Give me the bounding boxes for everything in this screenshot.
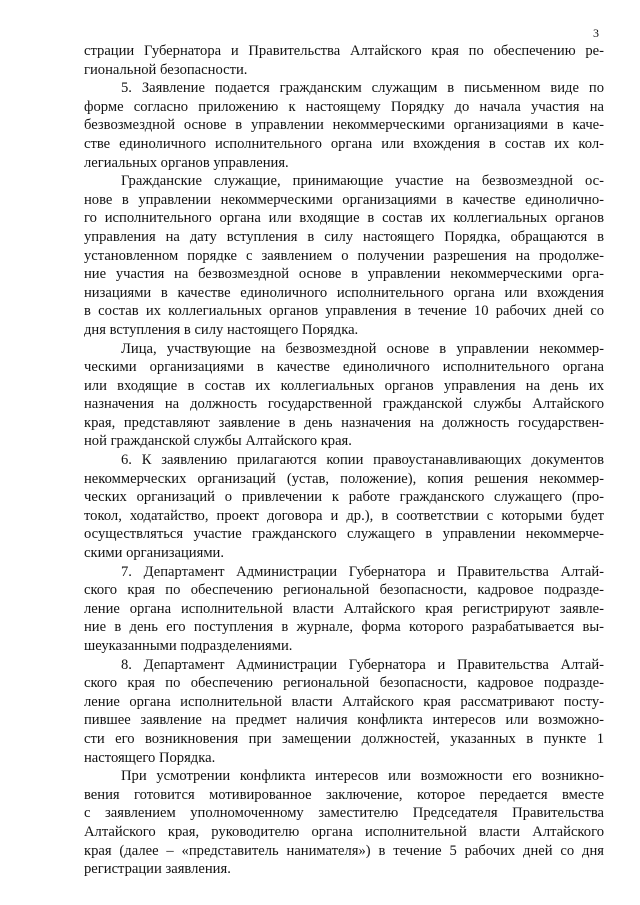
text-line: ление органа исполнительной власти Алтайского края рассматривают посту- — [84, 693, 604, 710]
paragraph-1 — [84, 42, 604, 79]
text-line: пившее заявление на предмет наличия конфликта интересов или возможно- — [84, 712, 604, 729]
text-line: шеуказанными подразделениями. — [84, 638, 293, 654]
text-line: с заявлением уполномоченному заместителю Председателя Правительства — [84, 805, 604, 822]
text-line: 6. К заявлению прилагаются копии правоустанавливающих документов — [121, 452, 604, 469]
text-line: токол, ходатайство, проект договора и др.), в соответствии с которыми будет — [84, 507, 604, 524]
page-number: 3 — [593, 26, 599, 40]
text-line: ние участия на безвозмездной основе в управлении некоммерческими орга- — [84, 266, 604, 283]
text-line: или входящие в состав их коллегиальных органов управления на день их — [84, 377, 604, 394]
text-line: в состав их коллегиальных органов управления в течение 10 рабочих дней со — [84, 303, 604, 320]
paragraph-5 — [84, 451, 604, 563]
text-line: нове в управлении некоммерческими организациями в качестве единолично- — [84, 191, 604, 208]
paragraph-7 — [84, 656, 604, 768]
text-line: края (далее – «представитель нанимателя») в течение 5 рабочих дней со дня — [84, 842, 604, 859]
text-line: Лица, участвующие на безвозмездной основе в управлении некоммер- — [121, 340, 604, 357]
text-line: ческих организаций о привлечении к работе гражданского служащего (про- — [84, 489, 604, 506]
paragraph-6 — [84, 563, 604, 656]
text-line: низациями в качестве единоличного исполнительного органа или вхождения — [84, 284, 604, 301]
text-line: легиальных органов управления. — [84, 154, 289, 171]
text-line: 8. Департамент Администрации Губернатора и Правительства Алтай- — [121, 656, 604, 673]
text-line: безвозмездной основе в управлении некоммерческими организациями в каче- — [84, 117, 604, 134]
paragraph-4 — [84, 340, 604, 452]
text-line: ление органа исполнительной власти Алтайского края регистрируют заявле- — [84, 600, 604, 617]
text-line: форме согласно приложению к настоящему Порядку до начала участия на — [84, 98, 604, 115]
text-line: Алтайского края, руководителю органа исполнительной власти Алтайского — [84, 823, 604, 840]
text-line: края, представляют заявление в день назначения на должность государствен- — [84, 414, 604, 431]
text-line: некоммерческих организаций (устав, положение), копия решения некоммер- — [84, 470, 604, 487]
text-line: ние в день его поступления в журнале, форма которого разрабатывается вы- — [84, 619, 604, 636]
text-line: установленном порядке с заявлением о получении разрешения на продолже- — [84, 247, 604, 264]
text-line: скими организациями. — [84, 545, 225, 562]
text-line: гиональной безопасности. — [84, 61, 248, 78]
text-line: Гражданские служащие, принимающие участие на безвозмездной ос- — [121, 173, 604, 190]
text-line: ной гражданской службы Алтайского края. — [84, 433, 352, 450]
paragraph-2 — [84, 79, 604, 172]
text-line: ческими организациями в качестве единоличного исполнительного органа — [84, 359, 604, 376]
text-line: ского края по обеспечению региональной безопасности, кадровое подразде- — [84, 675, 604, 692]
text-line: ского края по обеспечению региональной безопасности, кадровое подразде- — [84, 582, 604, 599]
text-line: дня вступления в силу настоящего Порядка. — [84, 321, 359, 338]
paragraph-3 — [84, 172, 604, 339]
text-line: При усмотрении конфликта интересов или возможности его возникно- — [121, 768, 604, 785]
text-line: настоящего Порядка. — [84, 749, 216, 766]
text-line: стве единоличного исполнительного органа или вхождения в состав их кол- — [84, 135, 604, 152]
text-line: регистрации заявления. — [84, 861, 231, 878]
text-line: вения готовится мотивированное заключение, которое передается вместе — [84, 786, 604, 803]
text-line: 5. Заявление подается гражданским служащим в письменном виде по — [121, 80, 604, 97]
text-line: осуществляться участие гражданского служащего в управлении некоммерче- — [84, 526, 604, 543]
document-body — [84, 42, 604, 879]
text-line: сти его возникновения при замещении должностей, указанных в пункте 1 — [84, 730, 604, 747]
text-line: управления на дату вступления в силу настоящего Порядка, обращаются в — [84, 228, 604, 245]
text-line: 7. Департамент Администрации Губернатора и Правительства Алтай- — [121, 563, 604, 580]
text-line: го исполнительного органа или входящие в состав их коллегиальных органов — [84, 210, 604, 227]
paragraph-8 — [84, 767, 604, 879]
text-line: назначения на должность государственной гражданской службы Алтайского — [84, 396, 604, 413]
text-line: страции Губернатора и Правительства Алтайского края по обеспечению ре- — [84, 43, 604, 59]
